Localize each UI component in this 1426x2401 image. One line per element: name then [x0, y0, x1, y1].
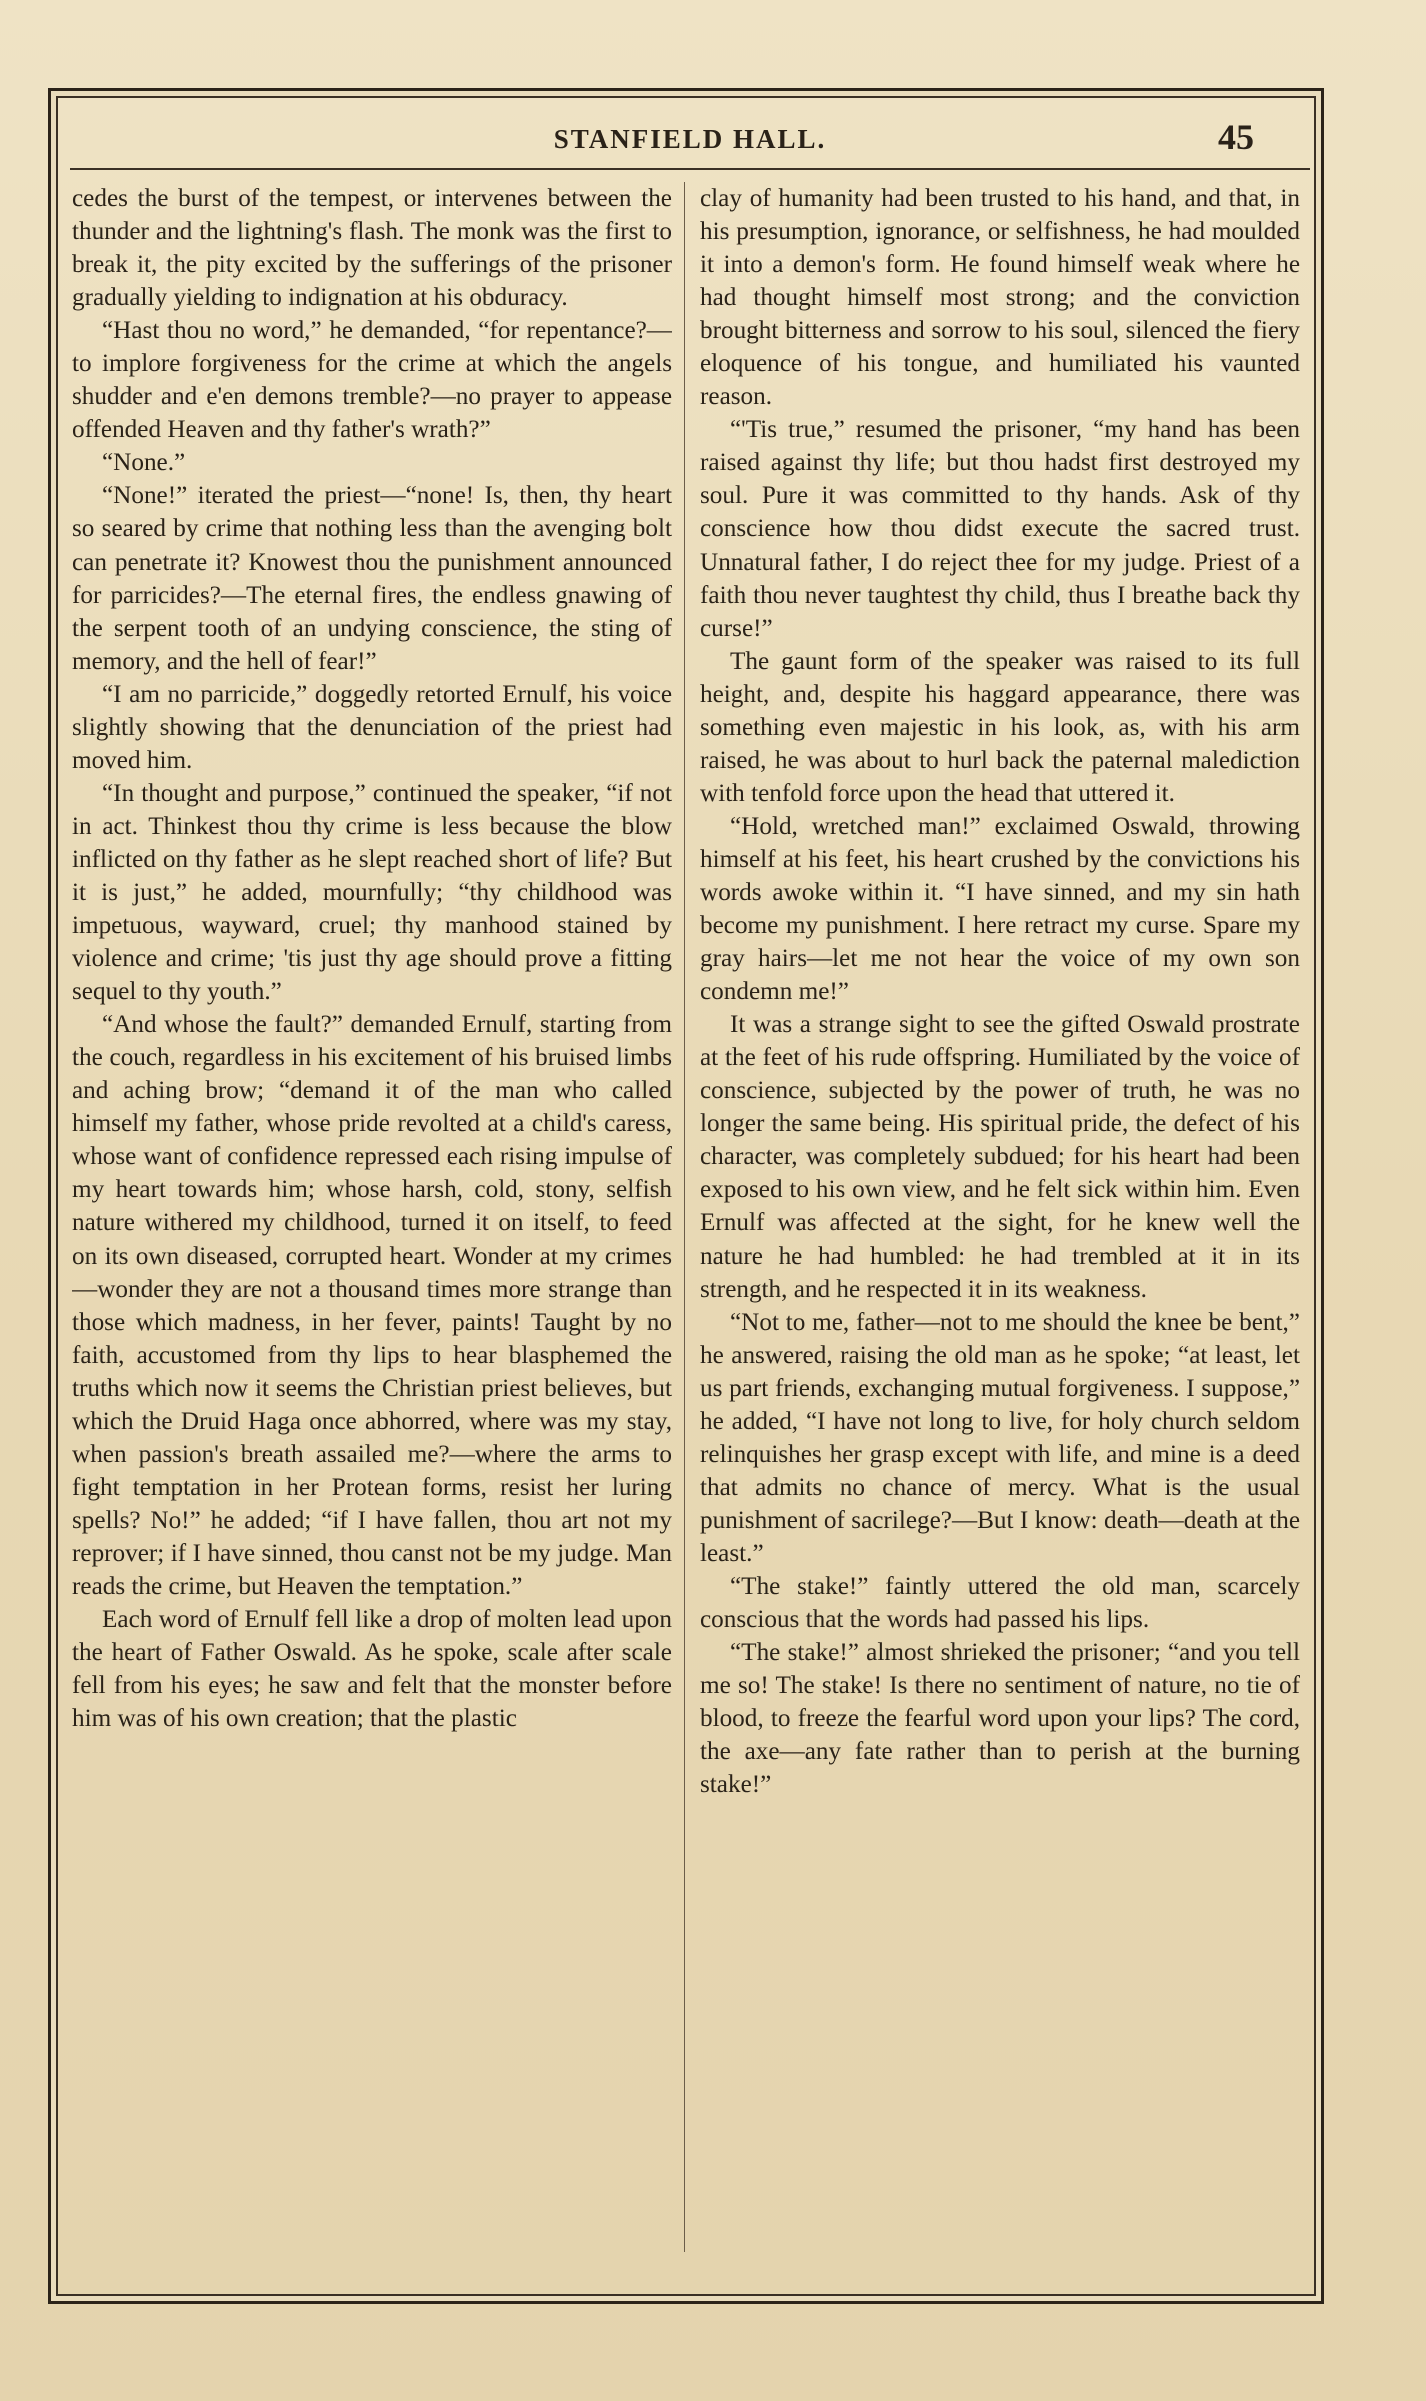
right-column: [700, 182, 1300, 2252]
left-column: [72, 182, 672, 2252]
paragraph: “I am no parricide,” doggedly retorted Ernulf, his voice slightly showing that the denunciation of the priest had moved him.: [72, 680, 672, 774]
paragraph: “Hast thou no word,” he demanded, “for repentance?—to implore forgiveness for the crime at which the angels shudder and e'en demons tremble?—no prayer to appease offended Heaven and thy father's wrath?”: [72, 317, 672, 444]
paragraph: It was a strange sight to see the gifted Oswald prostrate at the feet of his rude offspring. Humiliated by the voice of conscience, subjected by the power of truth, he was no longer the same being. His spiritual pride, the defect of his character, was completely subdued; for his heart had been exposed to his own view, and he felt sick within him. Even Ernulf was affected at the sight, for he knew well the nature he had humbled: he had trembled at it in its strength, and he respected it in its weakness.: [700, 1011, 1300, 1303]
paragraph: “None!” iterated the priest—“none! Is, then, thy heart so seared by crime that nothing less than the avenging bolt can penetrate it? Knowest thou the punishment announced for parricides?—The eternal fires, the endless gnawing of the serpent tooth of an undying conscience, the sting of memory, and the hell of fear!”: [72, 482, 672, 675]
paragraph: “None.”: [102, 449, 186, 477]
paragraph: “And whose the fault?” demanded Ernulf, starting from the couch, regardless in his excitement of his bruised limbs and aching brow; “demand it of the man who called himself my father, whose pride revolted at a child's caress, whose want of confidence repressed each rising impulse of my heart towards him; whose harsh, cold, stony, selfish nature withered my childhood, turned it on itself, to feed on its own diseased, corrupted heart. Wonder at my crimes—wonder they are not a thousand times more strange than those which madness, in her fever, paints! Taught by no faith, accustomed from thy lips to hear blasphemed the truths which now it seems the Christian priest believes, but which the Druid Haga once abhorred, where was my stay, when passion's breath assailed me?—where the arms to fight temptation in her Protean forms, resist her luring spells? No!” he added; “if I have fallen, thou art not my reprover; if I have sinned, thou canst not be my judge. Man reads the crime, but Heaven the temptation.”: [72, 1011, 672, 1600]
paragraph: “In thought and purpose,” continued the speaker, “if not in act. Thinkest thou thy crime is less because the blow inflicted on thy father as he slept reached short of life? But it is just,” he added, mournfully; “thy childhood was impetuous, wayward, cruel; thy manhood stained by violence and crime; 'tis just thy age should prove a fitting sequel to thy youth.”: [72, 779, 672, 1006]
paragraph: cedes the burst of the tempest, or intervenes between the thunder and the lightning's flash. The monk was the first to break it, the pity excited by the sufferings of the prisoner gradually yielding to indignation at his obduracy.: [72, 185, 672, 312]
paragraph: “Hold, wretched man!” exclaimed Oswald, throwing himself at his feet, his heart crushed by the convictions his words awoke within it. “I have sinned, and my sin hath become my punishment. I here retract my curse. Spare my gray hairs—let me not hear the voice of my own son condemn me!”: [700, 812, 1300, 1006]
page-header: [70, 112, 1310, 170]
paragraph: “'Tis true,” resumed the prisoner, “my hand has been raised against thy life; but thou hadst first destroyed my soul. Pure it was committed to thy hands. Ask of thy conscience how thou didst execute the sacred trust. Unnatural father, I do reject thee for my judge. Priest of a faith thou never taughtest thy child, thus I breathe back thy curse!”: [700, 416, 1300, 642]
paragraph: “The stake!” faintly uttered the old man, scarcely conscious that the words had passed his lips.: [700, 1572, 1300, 1634]
paragraph: “The stake!” almost shrieked the prisoner; “and you tell me so! The stake! Is there no sentiment of nature, no tie of blood, to freeze the fearful word upon your lips? The cord, the axe—any fate rather than to perish at the burning stake!”: [700, 1639, 1300, 1799]
page-number: 45: [1218, 117, 1254, 157]
paragraph: clay of humanity had been trusted to his hand, and that, in his presumption, ignorance, or selfishness, he had moulded it into a demon's form. He found himself weak where he had thought himself most strong; and the conviction brought bitterness and sorrow to his soul, silenced the fiery eloquence of his tongue, and humiliated his vaunted reason.: [700, 185, 1300, 411]
column-divider: [684, 182, 685, 2252]
running-title: STANFIELD HALL.: [553, 124, 827, 154]
paragraph: “Not to me, father—not to me should the knee be bent,” he answered, raising the old man as he spoke; “at least, let us part friends, exchanging mutual forgiveness. I suppose,” he added, “I have not long to live, for holy church seldom relinquishes her grasp except with life, and mine is a deed that admits no chance of mercy. What is the usual punishment of sacrilege?—But I know: death—death at the least.”: [700, 1308, 1300, 1567]
paragraph: Each word of Ernulf fell like a drop of molten lead upon the heart of Father Oswald. As he spoke, scale after scale fell from his eyes; he saw and felt that the monster before him was of his own creation; that the plastic: [72, 1606, 672, 1733]
paragraph: The gaunt form of the speaker was raised to its full height, and, despite his haggard appearance, there was something even majestic in his look, as, with his arm raised, he was about to hurl back the paternal malediction with tenfold force upon the head that uttered it.: [700, 647, 1300, 807]
